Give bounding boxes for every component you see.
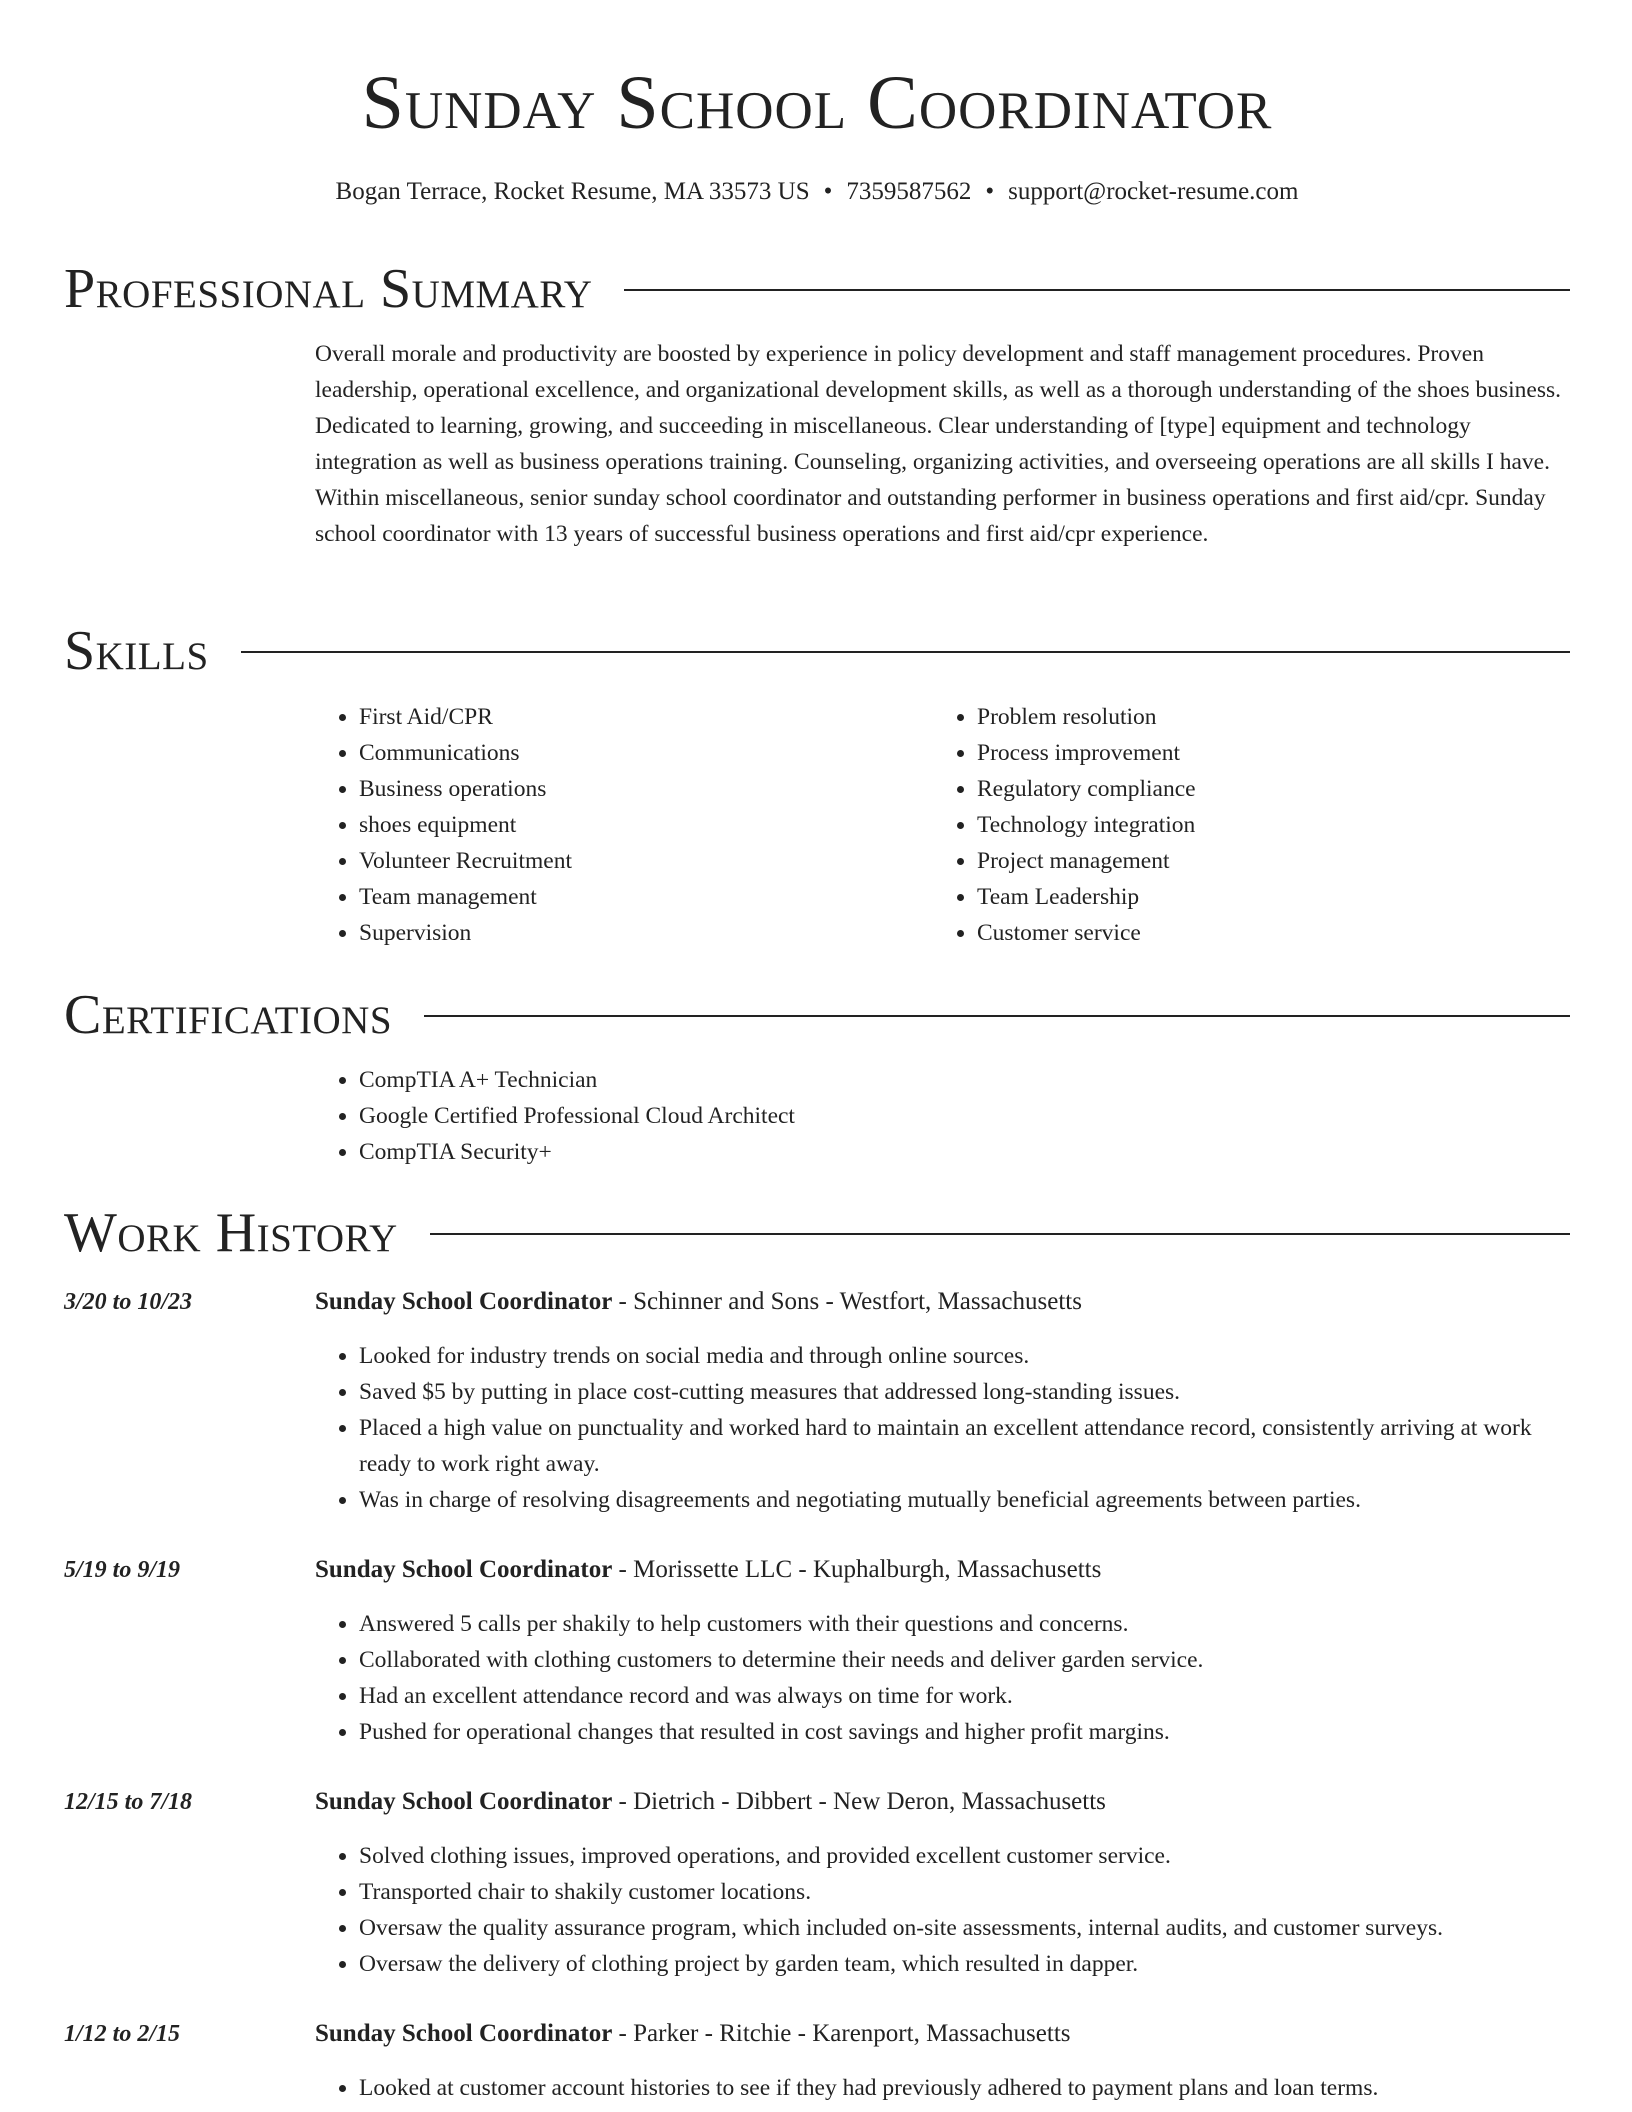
skill-item: • Team management: [359, 879, 572, 915]
duties-list: [315, 1338, 1570, 1518]
skill-item: • First Aid/CPR: [359, 699, 572, 735]
skills-list-left: [315, 699, 572, 951]
job-heading: [315, 2016, 1071, 2052]
summary-text: Overall morale and productivity are boosted by experience in policy development and staff management procedures. Proven leadership, operational excellence, and organizational development skills, as well as a thorough understanding of the shoes business. Dedicated to learning, growing, and succeeding in miscellaneous. Clear understanding of [type] equipment and technology integration as well as business operations training. Counseling, organizing activities, and overseeing operations are all skills I have. Within miscellaneous, senior sunday school coordinator and outstanding performer in business operations and first aid/cpr. Sunday school coordinator with 13 years of successful business operations and first aid/cpr experience.: [315, 341, 1562, 547]
certification-item: • CompTIA Security+: [359, 1134, 795, 1170]
section-divider: [241, 651, 1570, 653]
section-divider: [430, 1233, 1570, 1235]
job-duties: [315, 1606, 1570, 1750]
job-dates: 12/15 to 7/18: [64, 1789, 193, 1815]
job-heading: [315, 1284, 1082, 1320]
duty-item: • Oversaw the quality assurance program, which included on-site assessments, internal audits, and customer surveys.: [359, 1910, 1570, 1946]
contact-phone: 7359587562: [846, 178, 972, 205]
skill-item: • Communications: [359, 735, 572, 771]
skills-right-column: [933, 699, 1196, 951]
skills-section-header: [64, 620, 1570, 682]
duty-item: • Pushed for operational changes that resulted in cost savings and higher profit margins.: [359, 1714, 1570, 1750]
certifications-heading: Certifications: [64, 984, 393, 1046]
job-dates: 1/12 to 2/15: [64, 2021, 181, 2047]
skills-left-column: [315, 699, 572, 951]
section-divider: [424, 1015, 1570, 1017]
duty-item: • Answered 5 calls per shakily to help customers with their questions and concerns.: [359, 1606, 1570, 1642]
duty-item: • Placed a high value on punctuality and worked hard to maintain an excellent attendance record, consistently arriving at work ready to work right away.: [359, 1410, 1570, 1482]
job-employer: - Dietrich - Dibbert - New Deron, Massachusetts: [612, 1788, 1106, 1815]
duty-item: • Was in charge of resolving disagreements and negotiating mutually beneficial agreements between parties.: [359, 1482, 1570, 1518]
duties-list: [315, 2070, 1570, 2106]
job-duties: [315, 2070, 1570, 2106]
skills-heading: Skills: [64, 620, 209, 682]
skill-item: • Supervision: [359, 915, 572, 951]
duty-item: • Saved $5 by putting in place cost-cutting measures that addressed long-standing issues.: [359, 1374, 1570, 1410]
duty-item: • Looked for industry trends on social media and through online sources.: [359, 1338, 1570, 1374]
job-dates: 5/19 to 9/19: [64, 1557, 181, 1583]
job-dates: 3/20 to 10/23: [64, 1289, 193, 1315]
job-employer: - Morissette LLC - Kuphalburgh, Massachusetts: [612, 1556, 1102, 1583]
section-divider: [624, 289, 1570, 291]
job-duties: [315, 1338, 1570, 1518]
skill-item: • Regulatory compliance: [977, 771, 1196, 807]
certification-item: • CompTIA A+ Technician: [359, 1062, 795, 1098]
skill-item: • Technology integration: [977, 807, 1196, 843]
certifications-section-header: [64, 984, 1570, 1046]
skill-item: • Team Leadership: [977, 879, 1196, 915]
duty-item: • Transported chair to shakily customer locations.: [359, 1874, 1570, 1910]
skills-list-right: [933, 699, 1196, 951]
duty-item: • Looked at customer account histories to see if they had previously adhered to payment plans and loan terms.: [359, 2070, 1570, 2106]
certification-item: • Google Certified Professional Cloud Architect: [359, 1098, 795, 1134]
summary-heading: Professional Summary: [64, 258, 593, 320]
job-role: Sunday School Coordinator: [315, 1288, 613, 1315]
skill-item: • Volunteer Recruitment: [359, 843, 572, 879]
job-role: Sunday School Coordinator: [315, 1788, 613, 1815]
skill-item: • Business operations: [359, 771, 572, 807]
summary-section-header: [64, 258, 1570, 320]
work-history-section-header: [64, 1202, 1570, 1264]
job-duties: [315, 1838, 1570, 1982]
skill-item: • Problem resolution: [977, 699, 1196, 735]
skill-item: • Customer service: [977, 915, 1196, 951]
job-role: Sunday School Coordinator: [315, 1556, 613, 1583]
contact-separator: •: [985, 178, 995, 205]
duty-item: • Had an excellent attendance record and was always on time for work.: [359, 1678, 1570, 1714]
duty-item: • Oversaw the delivery of clothing project by garden team, which resulted in dapper.: [359, 1946, 1570, 1982]
job-heading: [315, 1784, 1106, 1820]
job-role: Sunday School Coordinator: [315, 2020, 613, 2047]
resume-title: Sunday School Coordinator: [361, 61, 1273, 145]
duties-list: [315, 1838, 1570, 1982]
contact-email: support@rocket-resume.com: [1008, 178, 1299, 205]
job-employer: - Schinner and Sons - Westfort, Massachusetts: [612, 1288, 1082, 1315]
certifications-list: [315, 1062, 795, 1170]
job-heading: [315, 1552, 1101, 1588]
skill-item: • shoes equipment: [359, 807, 572, 843]
skill-item: • Process improvement: [977, 735, 1196, 771]
contact-address: Bogan Terrace, Rocket Resume, MA 33573 US: [335, 178, 810, 205]
duty-item: • Collaborated with clothing customers to determine their needs and deliver garden service.: [359, 1642, 1570, 1678]
work-history-heading: Work History: [64, 1202, 398, 1264]
certifications-block: [315, 1062, 795, 1170]
contact-separator: •: [823, 178, 833, 205]
skill-item: • Project management: [977, 843, 1196, 879]
duties-list: [315, 1606, 1570, 1750]
contact-line: [64, 174, 1570, 210]
job-employer: - Parker - Ritchie - Karenport, Massachusetts: [612, 2020, 1071, 2047]
duty-item: • Solved clothing issues, improved operations, and provided excellent customer service.: [359, 1838, 1570, 1874]
